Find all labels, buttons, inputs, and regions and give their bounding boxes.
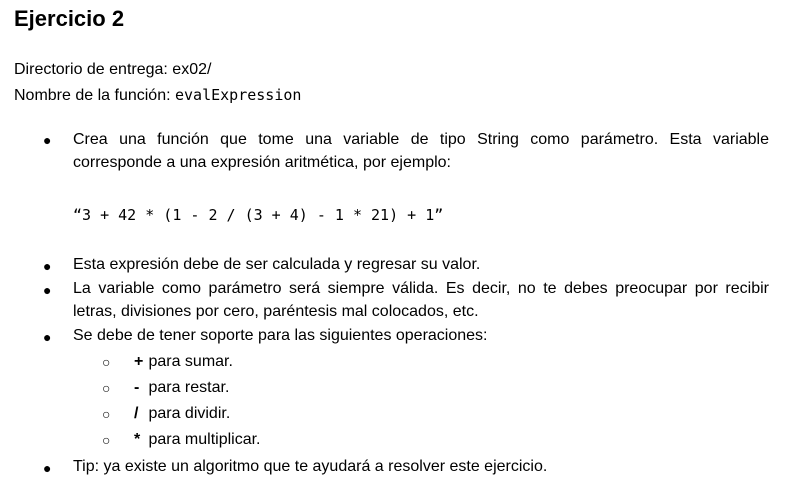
instruction-intro: Crea una función que tome una variable de tipo String como parámetro. Esta variable corresponde a una expresión aritmética, por ejemplo: [73,131,769,171]
function-name-line [14,85,301,106]
instruction-support: Se debe de tener soporte para las siguientes operaciones: [73,327,488,344]
sub-bullet-icon: ○ [102,354,111,370]
sub-bullet-icon: ○ [102,406,111,422]
operation-symbol: + [134,353,144,370]
function-name-code: evalExpression [174,86,302,104]
instruction-evaluate: Esta expresión debe de ser calculada y regresar su valor. [73,256,481,273]
bullet-icon: ● [43,282,52,298]
operation-description: para dividir. [148,405,231,422]
operation-description: para sumar. [148,353,233,370]
example-expression: “3 + 42 * (1 - 2 / (3 + 4) - 1 * 21) + 1” [73,206,444,224]
operation-description: para restar. [148,379,230,396]
operation-symbol: * [134,431,141,448]
function-name-label: Nombre de la función: [14,87,175,104]
operation-description: para multiplicar. [148,431,261,448]
operation-symbol: / [134,405,139,422]
bullet-icon: ● [43,258,52,274]
instruction-valid-input: La variable como parámetro será siempre válida. Es decir, no te debes preocupar por recibir letras, divisiones por cero, paréntesis mal colocados, etc. [73,280,769,320]
operation-symbol: - [134,379,140,396]
operation-item [134,352,233,372]
bullet-icon: ● [43,132,52,148]
delivery-directory: Directorio de entrega: ex02/ [14,61,212,78]
instruction-tip: Tip: ya existe un algoritmo que te ayudará a resolver este ejercicio. [73,458,548,475]
operation-item [134,404,230,424]
sub-bullet-icon: ○ [102,432,111,448]
page-title: Ejercicio 2 [14,6,125,31]
operation-item [134,378,229,398]
sub-bullet-icon: ○ [102,380,111,396]
bullet-icon: ● [43,329,52,345]
bullet-icon: ● [43,460,52,476]
operation-item [134,430,261,450]
